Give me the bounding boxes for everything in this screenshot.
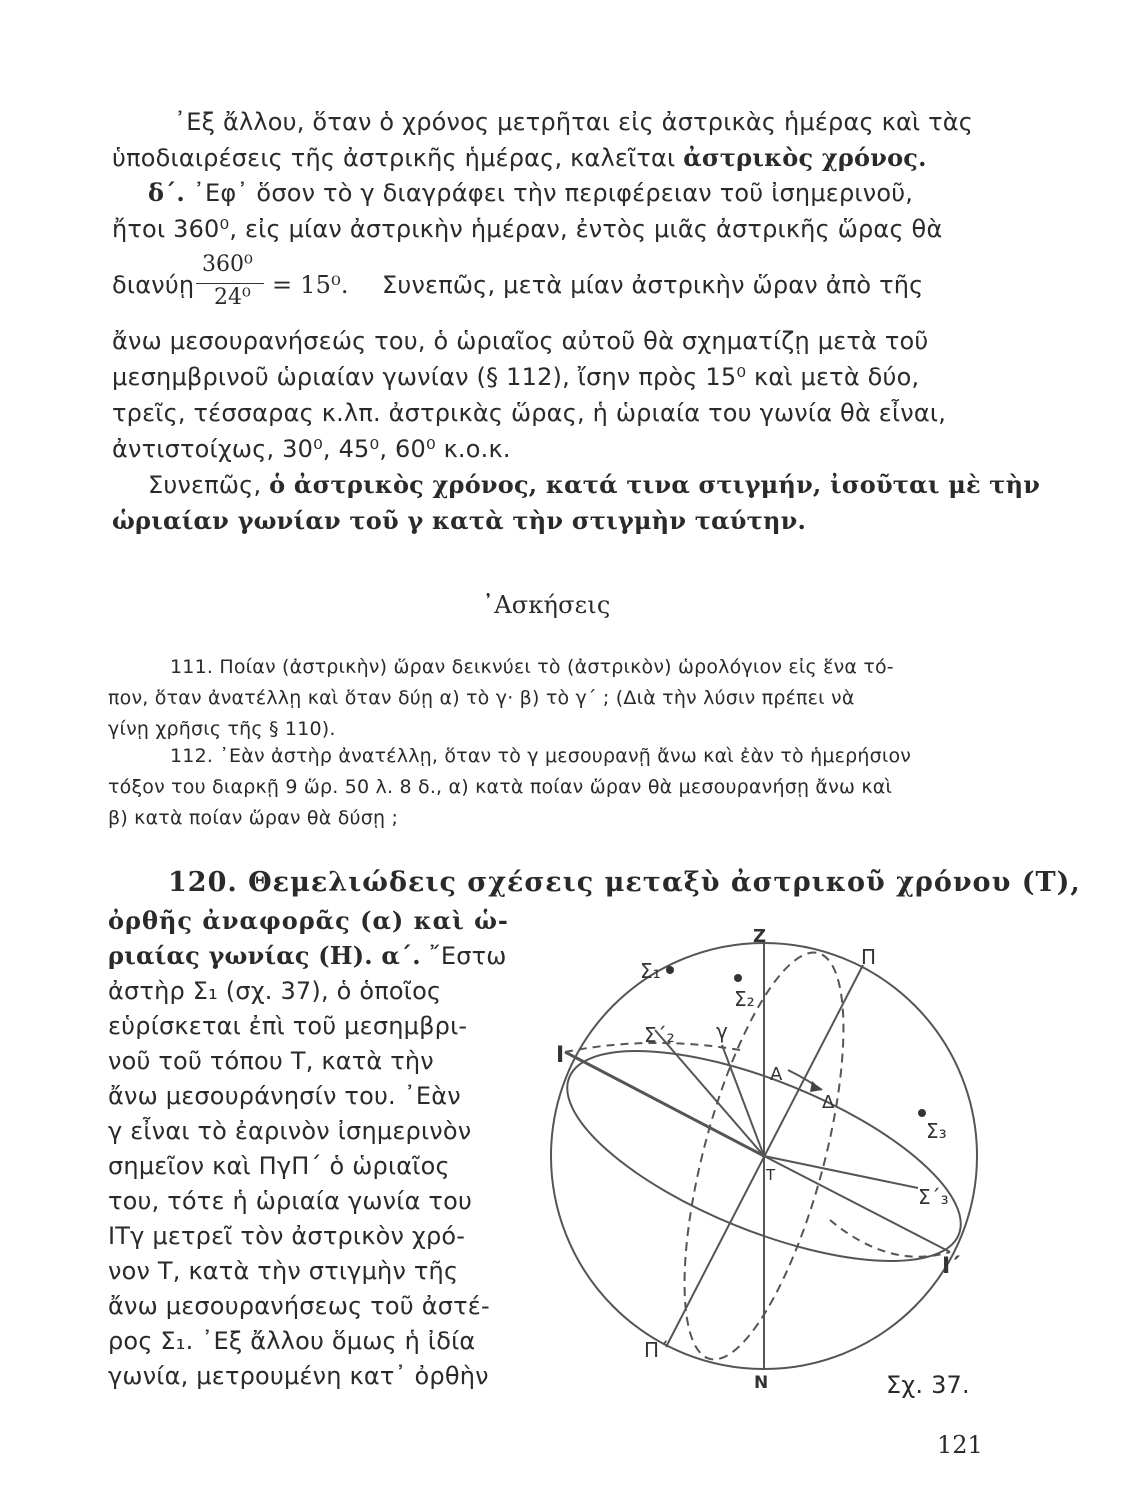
section-120-line8: σημεῖον καὶ ΠγΠ΄ ὁ ὡριαῖος	[108, 1152, 450, 1180]
section-120-line2-bold: ριαίας γωνίας (Η). α΄.	[108, 941, 421, 970]
section-120-line7: γ εἶναι τὸ ἐαρινὸν ἰσημερινὸν	[108, 1117, 472, 1145]
exercise-111-line1: 111. Ποίαν (ἀστρικὴν) ὥραν δεικνύει τὸ (ἀστρικὸν) ὡρολόγιον εἰς ἕνα τό-	[170, 656, 894, 678]
p1-line1: ᾿Εξ ἄλλου, ὅταν ὁ χρόνος μετρῆται εἰς ἀστρικὰς ἡμέρας καὶ τὰς	[174, 108, 974, 136]
line-T-S3p	[764, 1156, 918, 1188]
item-delta: δ΄.	[148, 178, 185, 207]
p3-line2: ὡριαίαν γωνίαν τοῦ γ κατὰ τὴν στιγμὴν ταύτην.	[112, 506, 807, 535]
section-120-line4: εὑρίσκεται ἐπὶ τοῦ μεσημβρι-	[108, 1012, 468, 1040]
label-S3: Σ₃	[926, 1119, 947, 1143]
term-sidereal-time: ἀστρικὸς χρόνος.	[683, 143, 927, 172]
celestial-sphere-figure	[530, 920, 1000, 1390]
p2-line1	[148, 178, 913, 208]
section-120-line12: ἄνω μεσουρανήσεως τοῦ ἀστέ-	[108, 1292, 490, 1320]
figure-caption: Σχ. 37.	[886, 1371, 970, 1399]
label-S2-prime: Σ΄₂	[644, 1023, 675, 1047]
label-A: A	[770, 1064, 783, 1085]
label-gamma: γ	[716, 1019, 728, 1043]
p2-line3-end: Συνεπῶς, μετὰ μίαν ἀστρικὴν ὥραν ἀπὸ τῆς	[382, 271, 924, 299]
section-120-line5: νοῦ τοῦ τόπου Τ, κατὰ τὴν	[108, 1047, 434, 1075]
section-120-title: 120. Θεμελιώδεις σχέσεις μεταξὺ ἀστρικοῦ χρόνου (Τ),	[168, 867, 1081, 898]
section-120-line13: ρος Σ₁. ᾿Εξ ἄλλου ὅμως ἡ ἰδία	[108, 1327, 476, 1355]
fraction-bar	[196, 283, 264, 284]
fraction-numerator: 360⁰	[202, 252, 253, 277]
exercise-111-line2: πον, ὅταν ἀνατέλλῃ καὶ ὅταν δύῃ α) τὸ γ· β) τὸ γ΄ ; (Διὰ τὴν λύσιν πρέπει νὰ	[108, 687, 855, 709]
label-T: T	[766, 1166, 776, 1184]
arrow-head-delta	[810, 1081, 822, 1092]
p2-line5: μεσημβρινοῦ ὡριαίαν γωνίαν (§ 112), ἴσην πρὸς 15⁰ καὶ μετὰ δύο,	[112, 363, 920, 391]
line-T-S2p	[655, 1030, 764, 1156]
section-120-line2	[108, 941, 507, 971]
exercises-heading: ᾿Ασκήσεις	[482, 591, 611, 619]
p2-line2: ἤτοι 360⁰, εἰς μίαν ἀστρικὴν ἡμέραν, ἐντὸς μιᾶς ἀστρικῆς ὥρας θὰ	[112, 215, 943, 243]
fraction-denominator: 24⁰	[214, 285, 251, 310]
exercise-111-line3: γίνῃ χρῆσις τῆς § 110).	[108, 718, 336, 740]
section-120-line6: ἄνω μεσουράνησίν του. ᾿Εὰν	[108, 1082, 461, 1110]
page-number: 121	[937, 1431, 983, 1459]
section-120-line14: γωνία, μετρουμένη κατ᾿ ὀρθὴν	[108, 1362, 489, 1390]
label-Pi-prime: Π΄	[644, 1338, 670, 1362]
exercise-112-line3: β) κατὰ ποίαν ὥραν θὰ δύσῃ ;	[108, 807, 399, 829]
p1-line2-text: ὑποδιαιρέσεις τῆς ἀστρικῆς ἡμέρας, καλεῖται	[112, 144, 676, 172]
p2-line7: ἀντιστοίχως, 30⁰, 45⁰, 60⁰ κ.ο.κ.	[112, 435, 511, 463]
section-120-line9: του, τότε ἡ ὡριαία γωνία του	[108, 1187, 473, 1215]
star-s2-marker	[734, 974, 742, 982]
section-120-line3: ἀστὴρ Σ₁ (σχ. 37), ὁ ὁποῖος	[108, 977, 442, 1005]
section-120-line1: ὀρθῆς ἀναφορᾶς (α) καὶ ὡ-	[108, 906, 509, 935]
label-Delta: Δ	[822, 1092, 835, 1113]
label-S2: Σ₂	[734, 987, 755, 1011]
p3-line1	[148, 470, 1040, 500]
label-S1: Σ₁	[640, 959, 661, 983]
label-Z: Z	[753, 926, 767, 947]
exercise-112-line1: 112. ᾿Εὰν ἀστὴρ ἀνατέλλῃ, ὅταν τὸ γ μεσουρανῇ ἄνω καὶ ἐὰν τὸ ἡμερήσιον	[170, 745, 912, 767]
p3-line1-text: Συνεπῶς,	[148, 471, 262, 499]
p2-line4: ἄνω μεσουρανήσεώς του, ὁ ὡριαῖος αὐτοῦ θὰ σχηματίζῃ μετὰ τοῦ	[112, 327, 929, 355]
section-120-line2-text: ῎Εστω	[428, 942, 507, 970]
line-I-T	[565, 1052, 764, 1156]
section-120-line11: νον Τ, κατὰ τὴν στιγμὴν τῆς	[108, 1257, 459, 1285]
p3-line1-bold: ὁ ἀστρικὸς χρόνος, κατά τινα στιγμήν, ἰσοῦται μὲ τὴν	[269, 470, 1041, 499]
star-s1-marker	[666, 966, 674, 974]
label-N: N	[754, 1373, 769, 1390]
p1-line2	[112, 143, 927, 173]
p2-line3-start: διανύῃ	[112, 271, 195, 299]
label-I: I	[556, 1043, 565, 1068]
fraction-result: = 15⁰.	[272, 271, 349, 299]
star-s3-marker	[918, 1109, 926, 1117]
section-120-line10: ΙΤγ μετρεῖ τὸν ἀστρικὸν χρό-	[108, 1222, 466, 1250]
exercise-112-line2: τόξον του διαρκῇ 9 ὥρ. 50 λ. 8 δ., α) κατὰ ποίαν ὥραν θὰ μεσουρανήσῃ ἄνω καὶ	[108, 776, 893, 798]
p2-line1-text: ᾿Εφ᾿ ὅσον τὸ γ διαγράφει τὴν περιφέρειαν τοῦ ἰσημερινοῦ,	[192, 179, 914, 207]
label-S3-prime: Σ΄₃	[918, 1185, 949, 1209]
dashed-arc-right	[830, 1220, 950, 1257]
label-Pi: Π	[861, 945, 877, 969]
line-T-gamma	[722, 1045, 764, 1156]
label-I-prime: I΄	[942, 1254, 960, 1279]
p2-line6: τρεῖς, τέσσαρας κ.λπ. ἀστρικὰς ὥρας, ἡ ὡριαία του γωνία θὰ εἶναι,	[112, 399, 947, 427]
